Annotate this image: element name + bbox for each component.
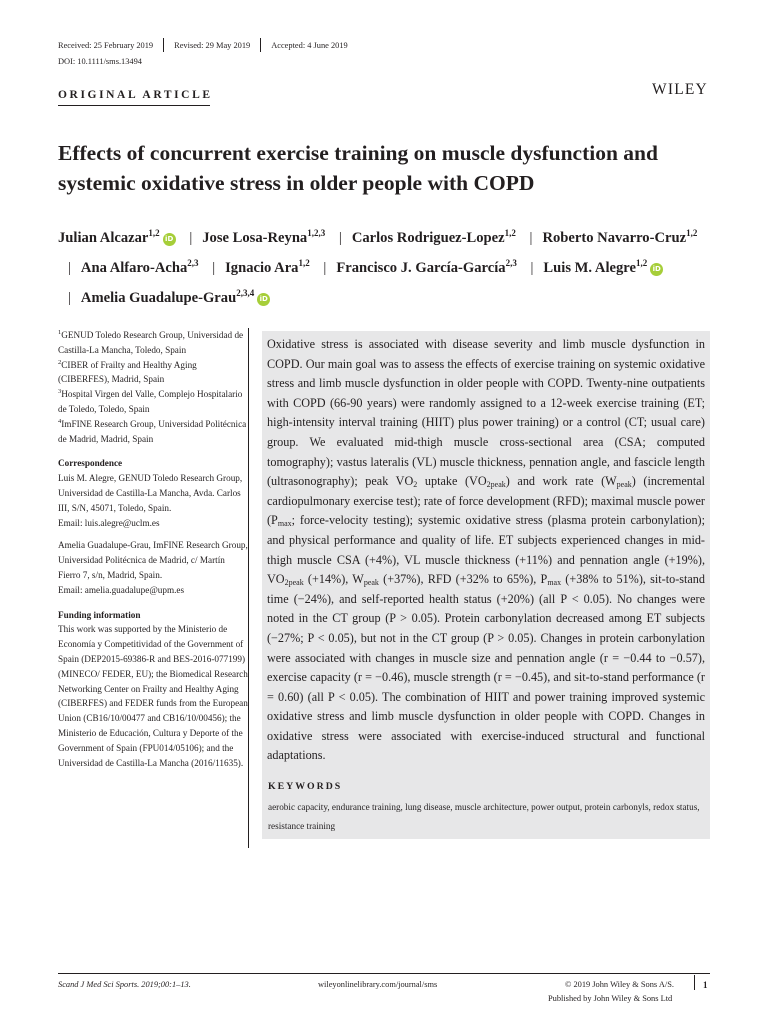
author-separator: | bbox=[189, 230, 193, 246]
author-affiliation: 1,2 bbox=[504, 228, 516, 238]
affiliation bbox=[58, 358, 248, 388]
author bbox=[202, 230, 325, 246]
affiliation-list bbox=[58, 328, 248, 446]
author-name: Francisco J. García-García bbox=[336, 260, 506, 276]
doi: DOI: 10.1111/sms.13494 bbox=[58, 57, 142, 66]
affiliation bbox=[58, 387, 248, 417]
author-name: Carlos Rodriguez-Lopez bbox=[351, 230, 505, 246]
keywords-list: aerobic capacity, endurance training, lung disease, muscle architecture, power output, protein carbonyls, redox status, resistance training bbox=[268, 802, 700, 831]
received-date: Received: 25 February 2019 bbox=[58, 40, 154, 50]
author-name: Jose Losa-Reyna bbox=[202, 230, 308, 246]
accepted-date: Accepted: 4 June 2019 bbox=[271, 40, 348, 50]
author-affiliation: 1,2 bbox=[148, 228, 160, 238]
keywords-heading: KEYWORDS bbox=[268, 781, 343, 792]
section-label: ORIGINAL ARTICLE bbox=[58, 89, 213, 101]
article-title: Effects of concurrent exercise training on muscle dysfunction and systemic oxidative stress in older people with COPD bbox=[58, 141, 658, 195]
correspondence-email[interactable]: Email: luis.alegre@uclm.es bbox=[58, 517, 160, 528]
abstract-box bbox=[262, 331, 710, 839]
author-separator: | bbox=[68, 260, 71, 276]
orcid-icon[interactable]: iD bbox=[257, 293, 270, 306]
footer-url[interactable]: wileyonlinelibrary.com/journal/sms bbox=[318, 980, 438, 989]
author bbox=[543, 260, 663, 276]
footer-copyright: © 2019 John Wiley & Sons A/S. bbox=[565, 980, 674, 989]
author-name: Amelia Guadalupe-Grau bbox=[80, 290, 237, 306]
affiliation-number: 4 bbox=[58, 417, 62, 425]
author-affiliation: 1,2 bbox=[635, 258, 648, 268]
orcid-icon[interactable]: iD bbox=[650, 263, 663, 276]
section-rule bbox=[58, 105, 210, 106]
author-separator: | bbox=[529, 230, 533, 246]
author-list bbox=[58, 223, 718, 313]
footer-rule bbox=[58, 973, 710, 974]
funding-heading: Funding information bbox=[58, 609, 141, 620]
correspondence-heading: Correspondence bbox=[58, 458, 123, 469]
affiliation-text: GENUD Toledo Research Group, Universidad de Castilla-La Mancha, Toledo, Spain bbox=[58, 330, 244, 355]
affiliation-text: ImFINE Research Group, Universidad Politécnica de Madrid, Madrid, Spain bbox=[58, 418, 247, 444]
column-divider bbox=[248, 328, 249, 848]
author-affiliation: 1,2,3 bbox=[307, 228, 326, 238]
affiliation-number: 1 bbox=[58, 329, 62, 336]
revised-date: Revised: 29 May 2019 bbox=[174, 40, 251, 50]
author-separator: | bbox=[212, 260, 216, 276]
footer-separator bbox=[694, 975, 695, 990]
affiliation-number: 2 bbox=[58, 358, 62, 366]
author-name: Julian Alcazar bbox=[58, 230, 149, 246]
author-affiliation: 1,2 bbox=[686, 228, 698, 238]
funding-text: This work was supported by the Ministerio de Economía y Competitividad of the Government of Spain (DEP2015-69386-R and BES-2016-077199) (MINECO/ FEDER, EU); the Biomedical Research Networking Center on Frailty and Healthy Aging (CIBERFES) and FEDER funds from the European Union (CB16/10/00477 and CB16/10/00456); the Ministerio de Educación, Cultura y Deporte of the Government of Spain (FPU014/05106); and the Universidad de Castilla-La Mancha (2016/11635). bbox=[58, 624, 248, 768]
orcid-icon[interactable]: iD bbox=[163, 233, 176, 246]
page-number: 1 bbox=[703, 980, 708, 990]
author-name: Ignacio Ara bbox=[225, 260, 299, 276]
author bbox=[225, 260, 310, 276]
author-name: Ana Alfaro-Acha bbox=[80, 260, 188, 276]
author-separator: | bbox=[323, 260, 327, 276]
publisher-logo: WILEY bbox=[652, 81, 708, 98]
correspondence-email[interactable]: Email: amelia.guadalupe@upm.es bbox=[58, 584, 185, 595]
author-affiliation: 1,2 bbox=[298, 258, 310, 268]
author-affiliation: 2,3 bbox=[187, 258, 199, 268]
correspondence-entry: Luis M. Alegre, GENUD Toledo Research Group, Universidad de Castilla-La Mancha, Avda. Carlos III, S/N, 45071, Toledo, Spain. bbox=[58, 473, 243, 513]
footer-journal: Scand J Med Sci Sports. 2019;00:1–13. bbox=[58, 980, 191, 989]
author-affiliation: 2,3,4 bbox=[236, 288, 255, 298]
abstract-text: Oxidative stress is associated with disease severity and limb muscle dysfunction in COPD. Our main goal was to assess the effects of exercise training on systemic oxidative stress and limb muscle dysfunction in older people with COPD. Twenty-nine outpatients with COPD (66-90 years) were randomly assigned to a 12-week exercise training (ET; high-intensity interval training (HIIT) plus power training) or a control (CT; usual care) group. We evaluated mid-thigh muscle cross-sectional area (CSA; computed tomography); vastus lateralis (VL) muscle thickness, pennation angle, and fascicle length (ultrasonography); peak $VO_2$ uptake $(VO_{2peak})$ and work rate $(W_{peak})$ (incremental cardiopulmonary exercise test); rate of force development (RFD); maximal muscle power ($P_{max}$; force-velocity testing); systemic oxidative stress (plasma protein carbonylation); and physical performance and quality of life. ET subjects experienced changes in mid-thigh muscle CSA (+4%), VL muscle thickness (+11%) and pennation angle (+19%), $VO_{2peak}$ (+14%), $W_{peak}$ (+37%), RFD (+32% to 65%), $P_{max}$ (+38% to 51%), sit-to-stand time (−24%), and self-reported health status (+20%) (all P < 0.05). No changes were noted in the CT group (P > 0.05). Protein carbonylation decreased among ET subjects (−27%; P < 0.05), but not in the CT group (P > 0.05). Changes in protein carbonylation were associated with changes in muscle size and pennation angle (r = −0.44 to −0.57), exercise capacity (r = −0.46), muscle strength (r = −0.45), and sit-to-stand performance (r = 0.60) (all P < 0.05). The combination of HIIT and power training improved systemic oxidative stress and limb muscle dysfunction in older people with COPD. Changes in oxidative stress were associated with exercise-induced structural and functional adaptations. bbox=[267, 337, 706, 763]
author bbox=[81, 290, 270, 306]
correspondence-entry: Amelia Guadalupe-Grau, ImFINE Research Group, Universidad Politécnica de Madrid, c/ Martín Fierro 7, s/n, Madrid, Spain. bbox=[58, 540, 248, 580]
article-dates bbox=[58, 38, 348, 52]
affiliation bbox=[58, 417, 248, 447]
author bbox=[336, 260, 517, 276]
date-separator bbox=[260, 38, 261, 52]
author bbox=[58, 230, 176, 246]
affiliation bbox=[58, 328, 248, 358]
author bbox=[542, 230, 697, 246]
affiliation-text: Hospital Virgen del Valle, Complejo Hospitalario de Toledo, Toledo, Spain bbox=[58, 389, 243, 414]
date-separator bbox=[163, 38, 164, 52]
author bbox=[352, 230, 516, 246]
author-separator: | bbox=[530, 260, 534, 276]
author-separator: | bbox=[338, 230, 342, 246]
author-affiliation: 2,3 bbox=[505, 258, 517, 268]
footer-publisher: Published by John Wiley & Sons Ltd bbox=[548, 994, 673, 1003]
author-name: Luis M. Alegre bbox=[543, 260, 636, 276]
left-sidebar bbox=[58, 328, 248, 770]
author bbox=[81, 260, 199, 276]
author-name: Roberto Navarro-Cruz bbox=[542, 230, 687, 246]
affiliation-text: CIBER of Frailty and Healthy Aging (CIBERFES), Madrid, Spain bbox=[58, 359, 197, 385]
author-separator: | bbox=[68, 290, 71, 306]
affiliation-number: 3 bbox=[58, 388, 62, 396]
